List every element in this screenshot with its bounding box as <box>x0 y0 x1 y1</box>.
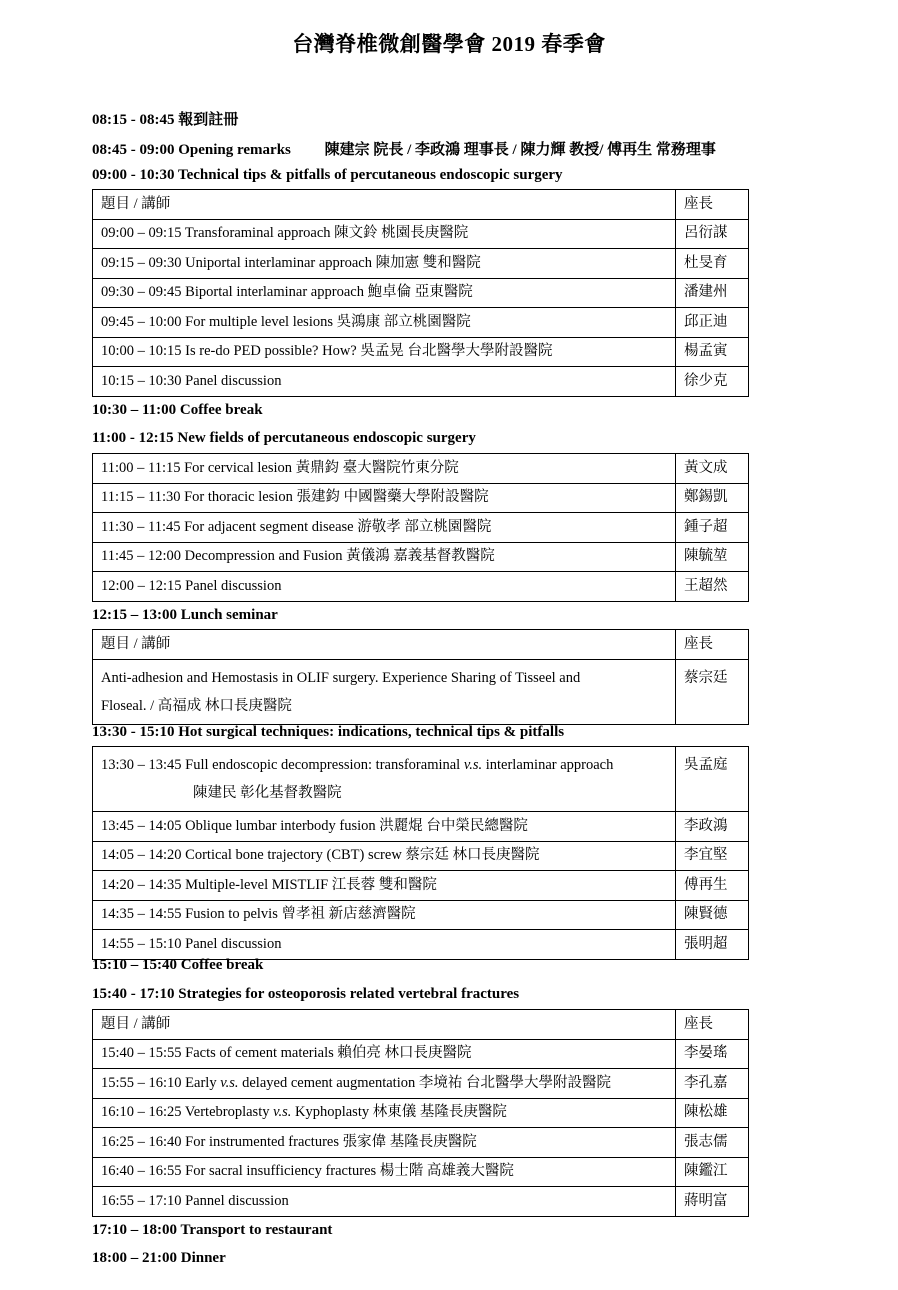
header-topic: 題目 / 講師 <box>93 630 676 660</box>
session3-table <box>92 746 749 960</box>
topic-cell <box>93 1098 676 1128</box>
table-row <box>93 841 749 871</box>
session1-table <box>92 189 749 397</box>
chair-cell: 陳松雄 <box>676 1098 749 1128</box>
table-row <box>93 337 749 367</box>
session4-table <box>92 1009 749 1217</box>
topic-cell: 11:00 – 11:15 For cervical lesion 黃鼎鈞 臺大醫院竹東分院 <box>93 454 676 484</box>
topic-cell: 14:20 – 14:35 Multiple-level MISTLIF 江長蓉 雙和醫院 <box>93 871 676 901</box>
topic-cell: 11:30 – 11:45 For adjacent segment disease 游敬孝 部立桃園醫院 <box>93 513 676 543</box>
table-row <box>93 308 749 338</box>
lunch-seminar-title: 12:15 – 13:00 Lunch seminar <box>92 607 278 623</box>
dinner-line: 18:00 – 21:00 Dinner <box>92 1250 226 1266</box>
table-row <box>93 513 749 543</box>
topic-cell: 14:55 – 15:10 Panel discussion <box>93 930 676 960</box>
topic-text: Kyphoplasty 林東儀 基隆長庚醫院 <box>291 1104 507 1121</box>
topic-cell: 13:45 – 14:05 Oblique lumbar interbody fusion 洪麗焜 台中榮民總醫院 <box>93 812 676 842</box>
table-row <box>93 900 749 930</box>
transport-line: 17:10 – 18:00 Transport to restaurant <box>92 1222 333 1238</box>
topic-cell: 16:25 – 16:40 For instrumented fractures 張家偉 基隆長庚醫院 <box>93 1128 676 1158</box>
table-row <box>93 1069 749 1099</box>
table-row <box>93 1157 749 1187</box>
chair-cell: 陳賢德 <box>676 900 749 930</box>
topic-cell: 09:45 – 10:00 For multiple level lesions 吳鴻康 部立桃園醫院 <box>93 308 676 338</box>
table-row <box>93 1187 749 1217</box>
topic-cell <box>93 659 676 724</box>
table-row <box>93 812 749 842</box>
session2-title: 11:00 - 12:15 New fields of percutaneous endoscopic surgery <box>92 430 476 446</box>
table-header-row <box>93 630 749 660</box>
chair-cell: 張明超 <box>676 930 749 960</box>
topic-cell: 12:00 – 12:15 Panel discussion <box>93 572 676 602</box>
chair-cell: 陳鑑江 <box>676 1157 749 1187</box>
chair-cell: 吳孟庭 <box>676 747 749 812</box>
chair-cell: 潘建州 <box>676 278 749 308</box>
table-row <box>93 1128 749 1158</box>
session3-title: 13:30 - 15:10 Hot surgical techniques: indications, technical tips & pitfalls <box>92 724 565 740</box>
table-row <box>93 930 749 960</box>
topic-text: delayed cement augmentation 李境祐 台北醫學大學附設醫院 <box>238 1074 611 1091</box>
session4-title: 15:40 - 17:10 Strategies for osteoporosis related vertebral fractures <box>92 986 520 1002</box>
lunch-table <box>92 629 749 725</box>
topic-cell: 16:40 – 16:55 For sacral insufficiency fractures 楊士階 高雄義大醫院 <box>93 1157 676 1187</box>
table-row <box>93 1039 749 1069</box>
chair-cell: 傅再生 <box>676 871 749 901</box>
topic-text: interlaminar approach <box>482 757 614 773</box>
chair-cell: 蔡宗廷 <box>676 659 749 724</box>
chair-cell: 邱正迪 <box>676 308 749 338</box>
opening-label: 08:45 - 09:00 Opening remarks <box>92 142 291 158</box>
chair-cell: 杜旻育 <box>676 249 749 279</box>
page-title: 台灣脊椎微創醫學會 2019 春季會 <box>292 32 606 56</box>
header-topic: 題目 / 講師 <box>93 1010 676 1040</box>
header-chair: 座長 <box>676 190 749 220</box>
header-topic: 題目 / 講師 <box>93 190 676 220</box>
header-chair: 座長 <box>676 630 749 660</box>
topic-cell <box>93 747 676 812</box>
topic-cell: 11:45 – 12:00 Decompression and Fusion 黃儀鴻 嘉義基督教醫院 <box>93 542 676 572</box>
chair-cell: 徐少克 <box>676 367 749 397</box>
opening-speakers: 陳建宗 院長 / 李政鴻 理事長 / 陳力輝 教授/ 傅再生 常務理事 <box>324 142 716 158</box>
chair-cell: 呂衍謀 <box>676 219 749 249</box>
topic-text: 13:30 – 13:45 Full endoscopic decompression: transforaminal <box>101 757 464 773</box>
header-chair: 座長 <box>676 1010 749 1040</box>
table-row <box>93 219 749 249</box>
topic-cell: 14:05 – 14:20 Cortical bone trajectory (CBT) screw 蔡宗廷 林口長庚醫院 <box>93 841 676 871</box>
chair-cell: 楊孟寅 <box>676 337 749 367</box>
table-row <box>93 659 749 724</box>
table-row <box>93 367 749 397</box>
topic-cell: 10:00 – 10:15 Is re-do PED possible? How? 吳孟晃 台北醫學大學附設醫院 <box>93 337 676 367</box>
table-row <box>93 542 749 572</box>
topic-cell: 09:15 – 09:30 Uniportal interlaminar approach 陳加憲 雙和醫院 <box>93 249 676 279</box>
chair-cell: 鄭錫凱 <box>676 483 749 513</box>
table-row <box>93 278 749 308</box>
topic-text: 16:10 – 16:25 Vertebroplasty <box>101 1104 274 1121</box>
vs-text: v.s. <box>273 1104 292 1121</box>
table-row <box>93 1098 749 1128</box>
chair-cell: 鍾子超 <box>676 513 749 543</box>
table-row <box>93 572 749 602</box>
lunch-topic-line1: Anti-adhesion and Hemostasis in OLIF surgery. Experience Sharing of Tisseel and <box>101 669 581 686</box>
topic-cell: 14:35 – 14:55 Fusion to pelvis 曾孝祖 新店慈濟醫院 <box>93 900 676 930</box>
table-row <box>93 483 749 513</box>
topic-cell: 16:55 – 17:10 Pannel discussion <box>93 1187 676 1217</box>
coffee-break-1: 10:30 – 11:00 Coffee break <box>92 402 263 418</box>
table-row <box>93 249 749 279</box>
chair-cell: 蔣明富 <box>676 1187 749 1217</box>
topic-cell: 09:30 – 09:45 Biportal interlaminar approach 鮑卓倫 亞東醫院 <box>93 278 676 308</box>
chair-cell: 李晏瑤 <box>676 1039 749 1069</box>
speaker-text: 陳建民 彰化基督教醫院 <box>193 785 342 801</box>
coffee-break-2: 15:10 – 15:40 Coffee break <box>92 957 264 973</box>
chair-cell: 王超然 <box>676 572 749 602</box>
table-row <box>93 454 749 484</box>
chair-cell: 黃文成 <box>676 454 749 484</box>
topic-text: 15:55 – 16:10 Early <box>101 1074 221 1091</box>
session1-title: 09:00 - 10:30 Technical tips & pitfalls of percutaneous endoscopic surgery <box>92 167 563 183</box>
vs-text: v.s. <box>463 757 483 773</box>
topic-cell: 11:15 – 11:30 For thoracic lesion 張建鈞 中國醫藥大學附設醫院 <box>93 483 676 513</box>
table-header-row <box>93 1010 749 1040</box>
topic-cell: 15:40 – 15:55 Facts of cement materials 賴伯亮 林口長庚醫院 <box>93 1039 676 1069</box>
session2-table <box>92 453 749 602</box>
table-header-row <box>93 190 749 220</box>
table-row <box>93 871 749 901</box>
topic-cell: 10:15 – 10:30 Panel discussion <box>93 367 676 397</box>
vs-text: v.s. <box>220 1074 239 1091</box>
chair-cell: 張志儒 <box>676 1128 749 1158</box>
lunch-topic-line2: Floseal. / 高福成 林口長庚醫院 <box>101 697 292 714</box>
chair-cell: 李政鴻 <box>676 812 749 842</box>
chair-cell: 陳毓堃 <box>676 542 749 572</box>
registration-line: 08:15 - 08:45 報到註冊 <box>92 112 239 128</box>
table-row <box>93 747 749 812</box>
opening-remarks-line <box>92 138 716 159</box>
topic-cell <box>93 1069 676 1099</box>
chair-cell: 李宜堅 <box>676 841 749 871</box>
topic-cell: 09:00 – 09:15 Transforaminal approach 陳文鈴 桃園長庚醫院 <box>93 219 676 249</box>
chair-cell: 李孔嘉 <box>676 1069 749 1099</box>
